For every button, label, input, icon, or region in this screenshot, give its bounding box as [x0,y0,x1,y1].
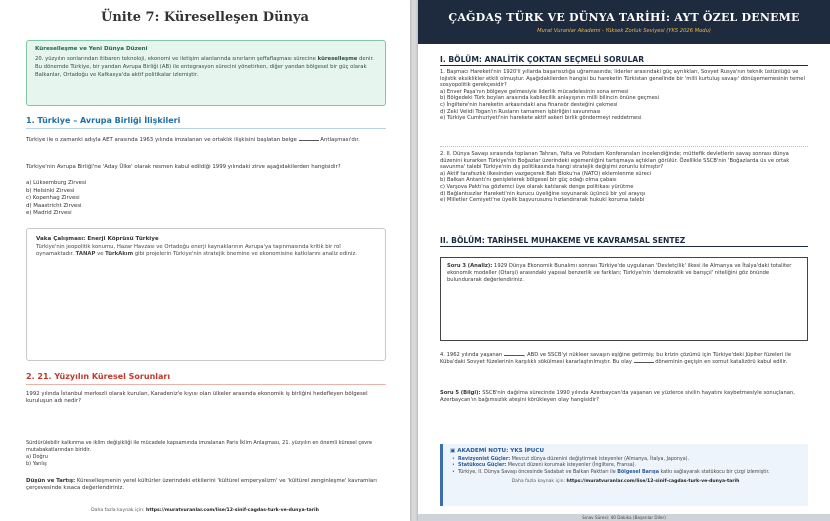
right-page [418,0,830,521]
source-link[interactable]: https://muratvuranlar.com/lise/12-sinif-cagdas-turk-ve-dunya-tarih [566,479,740,485]
option[interactable]: c) Kopenhag Zirvesi [26,195,80,202]
part-1-heading: I. BÖLÜM: ANALİTİK ÇOKTAN SEÇMELİ SORULAR [440,55,645,64]
discussion-question: Düşün ve Tartış: Küreselleşmenin yerel kültürler üzerindeki etkilerini 'kültürel emperyalizm' ve 'kültürel zenginleşme' kavramları çerçevesinde kısaca değerlendiriniz. [26,478,377,492]
question-paris: Sürdürülebilir kalkınma ve iklim değişikliği ile mücadele kapsamında imzalanan Paris İklim Anlaşması, 21. yüzyılın en önemli küresel çevre mutabakatlarından biridir. [26,440,373,453]
section-1-divider [26,128,386,129]
option[interactable]: b) Balkan Antantı'nı genişleterek bölgesel bir güç odağı olma çabası [440,177,617,184]
summary-box [26,40,386,106]
option[interactable]: e) Milletler Cemiyeti'ne üyelik başvurusunu hızlandırarak hukuki koruma talebi [440,197,645,204]
question-4: 4. 1962 yılında yaşanan , ABD ve SSCB'yi nükleer savaşın eşiğine getirmiş; bu krizin çözümü için Türkiye'deki Jüpiter füzeleri ile Küba'daki Sovyet füzelerinin karşılıklı sökülmesi kararlaştırılmıştır. Bu olay döneminin geçişin en somut katalizörü kabul edilir. [440,352,792,365]
part-2-heading: II. BÖLÜM: TARİHSEL MUHAKEME VE KAVRAMSAL SENTEZ [440,236,686,245]
section-2-divider [26,384,386,385]
option[interactable]: e) Madrid Zirvesi [26,210,72,217]
section-2-heading: 2. 21. Yüzyılın Küresel Sorunları [26,372,171,381]
academy-note [440,444,808,506]
exam-title: ÇAĞDAŞ TÜRK VE DÜNYA TARİHİ: AYT ÖZEL DENEME [448,11,800,24]
part-2-divider [440,246,808,247]
question-ankara: Türkiye ile o zamanki adıyla AET arasında 1963 yılında imzalanan ve ortaklık ilişkisini başlatan belge Antlaşması'dır. [26,137,360,143]
section-1-heading: 1. Türkiye – Avrupa Birliği İlişkileri [26,116,181,125]
options-paris [26,454,386,467]
left-page [0,0,410,521]
academy-note-title: ▣ AKADEMİ NOTU: YKS İPUCU [450,448,544,454]
option[interactable]: b) Bölgedeki Türk boyları arasında kabilecilik anlayışının milli bilincin önüne geçmesi [440,95,660,102]
unit-title: Ünite 7: Küreselleşen Dünya [101,10,309,25]
question-2-stem: 2. II. Dünya Savaşı sırasında toplanan Tahran, Yalta ve Potsdam Konferansları incelendiğinde; müttefik devletlerin savaş sonrası dünya düzenini kurarken Türkiye'nin Boğazlar üzerindeki egemenliğini tartışmaya açtıkları görülür. Özellikle SSCB'nin 'Boğazlarda üs ve ortak savunma' talebi Türkiye'nin dış politikasında hangi stratejik değişimi zorunlu kılmıştır? [440,151,790,171]
option[interactable]: a) Lüksemburg Zirvesi [26,180,87,186]
option[interactable]: d) Bağlantısızlar Hareketi'nin kurucu üyeliğine soyunarak üçüncü bir yol arayışı [440,190,646,197]
question-3-box[interactable] [440,257,808,341]
case-study-text: Türkiye'nin jeopolitik konumu, Hazar Havzası ve Ortadoğu enerji kaynaklarının Avrupa'ya taşınmasında kritik bir rol oynamaktadır. TANAP ve TürkAkım gibi projelerin Türkiye'nin stratejik önemine ve ekonomisine katkılarını analiz ediniz. [36,244,357,258]
question-1 [440,69,810,122]
exam-subtitle: Murat Vuranlar Akademi - Yüksek Zorluk Seviyesi (YKS 2026 Modu) [537,28,711,34]
exam-duration-strip: Sınav Süresi: 40 Dakika (Başarılar Diler) [418,514,830,521]
source-link[interactable]: https://muratvuranlar.com/lise/12-sinif-cagdas-turk-ve-dunya-tarih [146,508,319,513]
option[interactable]: c) Varşova Paktı'na gözlemci üye olarak katılarak denge politikası yürütme [440,183,634,190]
option[interactable]: a) Enver Paşa'nın bölgeye gelmesiyle liderlik mücadelesinin sona ermesi [440,88,629,95]
note-item: • Türkiye, II. Dünya Savaşı öncesinde Sadabat ve Balkan Paktları ile Bölgesel Barışa katkı sağlayarak statükocu bir çizgi izlemiştir. [450,470,801,476]
options-helsinki [26,180,386,218]
option[interactable]: a) Aktif tarafsızlık ilkesinden vazgeçerek Batı Bloku'na (NATO) eklemlenme süreci [440,170,652,177]
note-item: • Statükocu Güçler: Mevcut düzeni korumak isteyenler (İngiltere, Fransa). [450,463,801,469]
option[interactable]: c) İngiltere'nin hareketin arkasındaki ana finansör desteğini çekmesi [440,101,618,108]
option[interactable]: a) Doğru [26,454,48,460]
note-item: • Revizyonist Güçler: Mevcut dünya düzenini değiştirmek isteyenler (Almanya, İtalya, Japonya). [450,457,801,463]
question-1-stem: 1. Başmacı Hareketi'nin 1920'li yıllarda başarısızlığa uğramasında; liderler arasındaki güç ayrılıkları, Sovyet Rusya'nın teknik üstünlüğü ve lojistik eksiklikler etkili olmuştur. Aşağıdakilerden hangisi bu hareketin Türkistan genelinde bir 'milli kurtuluş savaşı' dönüşememesinin temel sosyopolitik gerekçesidir? [440,69,805,89]
option[interactable]: d) Maastricht Zirvesi [26,202,82,209]
question-helsinki: Türkiye'nin Avrupa Birliği'ne 'Aday Ülke' olarak resmen kabul edildiği 1999 yılındaki zirve aşağıdakilerden hangisidir? [26,164,341,170]
summary-text: 20. yüzyılın sonlarından itibaren teknoloji, ekonomi ve iletişim alanlarında sınırların şeffaflaşması sürecine küreselleşme denir. Bu dönemde Türkiye, bir yandan Avrupa Birliği (AB) ile entegrasyon sürecini yönetirken, diğer yandan bölgesel bir güç olarak Balkanlar, Ortadoğu ve Kafkasya'da aktif politikalar izlemiştir. [35,56,374,79]
question-2 [440,151,810,204]
summary-title: Küreselleşme ve Yeni Dünya Düzeni [35,46,148,52]
case-study-box [26,228,386,361]
option[interactable]: d) Zeki Velidi Togan'ın Rusların tamamen işbirliğini savunması [440,108,601,115]
option[interactable]: b) Helsinki Zirvesi [26,187,75,194]
separator [440,146,808,147]
question-kei: 1992 yılında İstanbul merkezli olarak kurulan, Karadeniz'e kıyısı olan ülkeler arasında ekonomik iş birliğini hedefleyen bölgesel kuruluşun adı nedir? [26,391,368,405]
source-footer: Daha fazla kaynak için: https://muratvuranlar.com/lise/12-sinif-cagdas-turk-ve-dunya-tarih [91,508,319,513]
source-footer: Daha fazla kaynak için: https://muratvuranlar.com/lise/12-sinif-cagdas-turk-ve-dunya-tarih [511,479,740,485]
question-3-text: Soru 3 (Analiz): 1929 Dünya Ekonomik Bunalımı sonrası Türkiye'de uygulanan 'Devletçilik' ilkesi ile Almanya ve İtalya'daki totaliter ekonomik modeller (Otarşi) arasındaki yapısal benzerlik ve farkları; Türkiye'nin 'demokratik ve barışçıl' niteliğini göz önünde bulundurarak değerlendiriniz. [447,263,792,283]
option[interactable]: e) Türkiye Cumhuriyeti'nin harekete aktif askeri birlik göndermeyi reddetmesi [440,115,642,122]
question-5: Soru 5 (Bilgi): SSCB'nin dağılma sürecinde 1990 yılında Azerbaycan'da yaşanan ve yüzlerce sivilin hayatını kaybetmesiyle sonuçlanan, Azerbaycan'ın bağımsızlık ateşini körükleyen olay hangisidir? [440,390,795,403]
option[interactable]: b) Yanlış [26,460,47,467]
case-study-title: Vaka Çalışması: Enerji Köprüsü Türkiye [36,236,159,242]
part-1-divider [440,65,808,66]
